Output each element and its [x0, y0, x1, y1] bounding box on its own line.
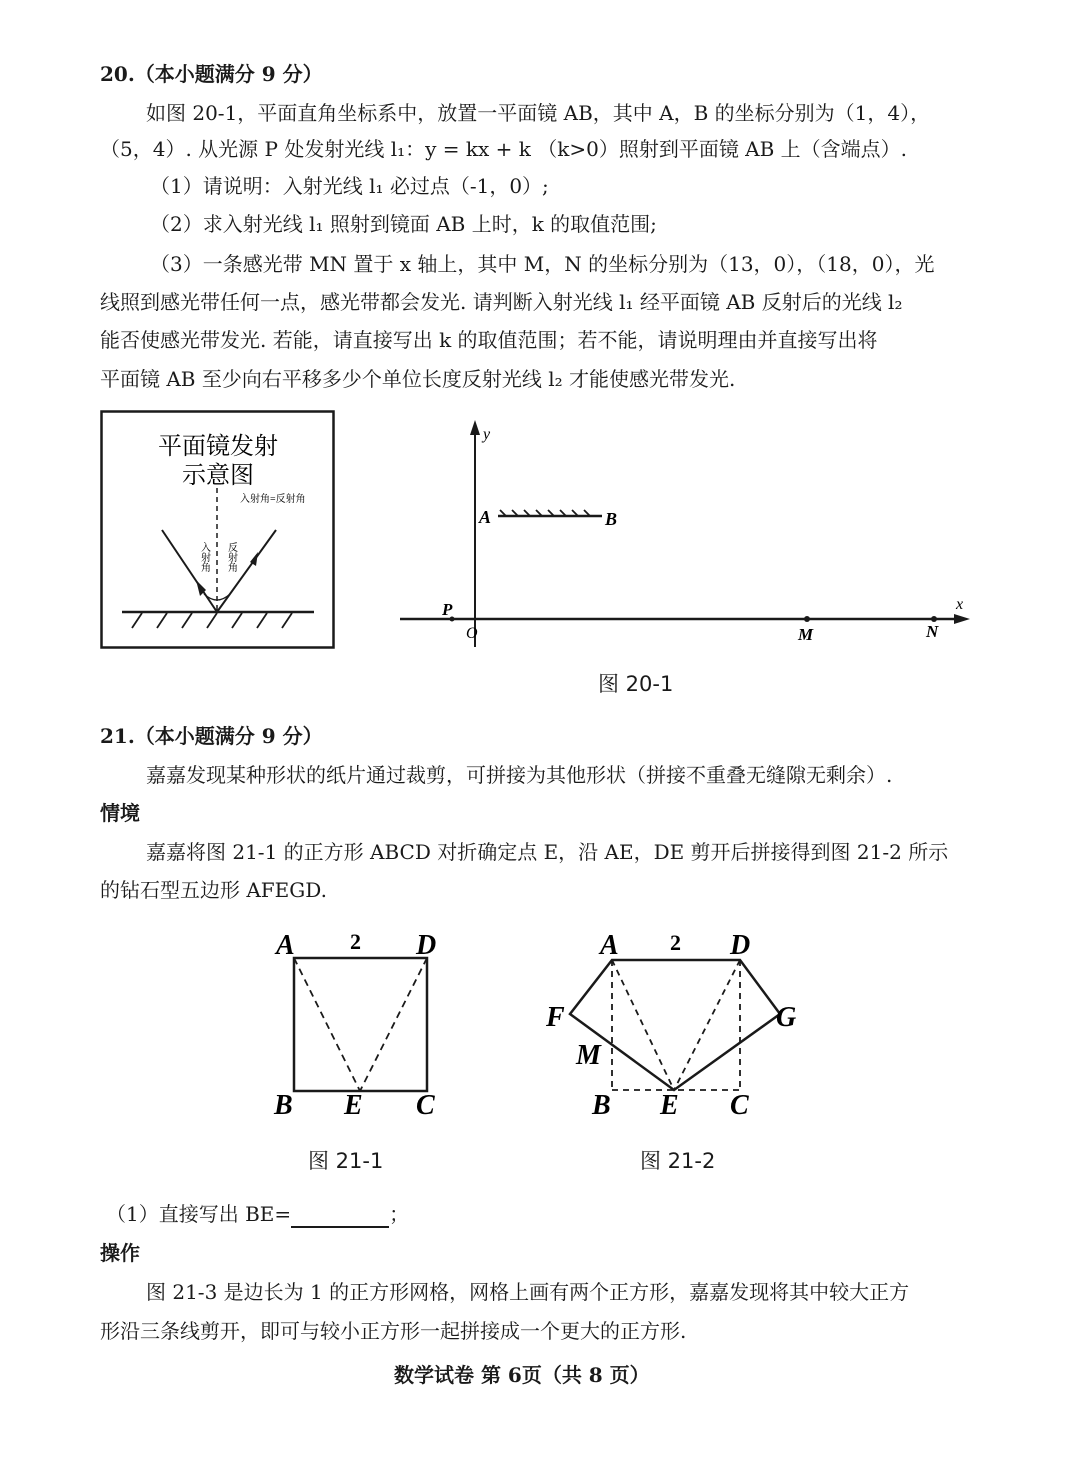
- fig1-C: C: [416, 1090, 435, 1121]
- figure-21-2-pentagon: [540, 922, 820, 1122]
- point-M: [804, 616, 810, 622]
- q21-situation-heading: 情境: [100, 801, 140, 825]
- fig2-E: E: [660, 1090, 679, 1121]
- mirror-reflection-diagram: [100, 410, 336, 650]
- answer-blank-BE[interactable]: [291, 1206, 389, 1228]
- q21-part1: [106, 1200, 409, 1228]
- fig2-B: B: [592, 1090, 611, 1121]
- fig1-B: B: [274, 1090, 293, 1121]
- mirror-title-line1: 平面镜发射: [158, 434, 278, 460]
- q20-part3-line3: 能否使感光带发光. 若能，请直接写出 k 的取值范围；若不能，请说明理由并直接写出将: [100, 328, 878, 352]
- q21-situation-line2: 的钻石型五边形 AFEGD.: [100, 878, 327, 902]
- mirror-hatching: [132, 613, 292, 628]
- point-B-label: B: [605, 509, 618, 529]
- fig2-A: A: [600, 930, 619, 961]
- q20-part3-line2: 线照到感光带任何一点，感光带都会发光. 请判断入射光线 l₁ 经平面镜 AB 反射后的光线 l₂: [100, 290, 903, 314]
- q20-part3-line1: （3）一条感光带 MN 置于 x 轴上，其中 M，N 的坐标分别为（13，0），（18，0），光: [150, 252, 935, 276]
- square-ABCD: [294, 958, 427, 1091]
- q21-part1-prefix: （1）直接写出 BE=: [106, 1202, 292, 1226]
- figure-20-1-caption: 图 20-1: [598, 672, 674, 696]
- figure-21-1-square: [268, 922, 458, 1122]
- q20-intro-line2: （5，4）. 从光源 P 处发射光线 l₁：y = kx + k （k>0）照射到平面镜 AB 上（含端点）.: [100, 137, 908, 161]
- origin-label: O: [466, 625, 478, 642]
- cut-line-AE: [294, 958, 360, 1091]
- fig2-C: C: [730, 1090, 749, 1121]
- q21-situation-line1: 嘉嘉将图 21-1 的正方形 ABCD 对折确定点 E，沿 AE，DE 剪开后拼接得到图 21-2 所示: [146, 840, 949, 864]
- fig1-side-length: 2: [350, 929, 361, 954]
- q20-part2: （2）求入射光线 l₁ 照射到镜面 AB 上时，k 的取值范围;: [150, 212, 657, 236]
- q21-title: 21.（本小题满分 9 分）: [100, 724, 323, 748]
- page-footer: 数学试卷 第 6页（共 8 页）: [394, 1363, 650, 1387]
- figure-21-1-caption: 图 21-1: [308, 1149, 384, 1173]
- point-M-label: M: [798, 625, 814, 644]
- figure-21-2-caption: 图 21-2: [640, 1149, 716, 1173]
- x-axis-arrow-icon: [954, 614, 970, 624]
- x-axis-label: x: [956, 596, 964, 613]
- q21-intro: 嘉嘉发现某种形状的纸片通过裁剪，可拼接为其他形状（拼接不重叠无缝隙无剩余）.: [146, 763, 893, 787]
- q20-title: 20.（本小题满分 9 分）: [100, 62, 323, 86]
- fig2-M: M: [576, 1040, 601, 1071]
- fig1-E: E: [344, 1090, 363, 1121]
- q20-part3-line4: 平面镜 AB 至少向右平移多少个单位长度反射光线 l₂ 才能使感光带发光.: [100, 367, 736, 391]
- fig2-G: G: [776, 1002, 797, 1033]
- y-axis-arrow-icon: [470, 420, 480, 435]
- q21-part1-suffix: ；: [389, 1202, 410, 1226]
- pentagon-AFEGD: [570, 960, 780, 1090]
- cut-line-DE: [360, 958, 427, 1091]
- mirror-title-line2: 示意图: [182, 463, 254, 489]
- fig2-D: D: [730, 930, 751, 961]
- q21-operation-line1: 图 21-3 是边长为 1 的正方形网格，网格上画有两个正方形，嘉嘉发现将其中较大正方: [146, 1280, 910, 1304]
- point-P-label: P: [442, 600, 453, 619]
- point-A-label: A: [479, 507, 492, 527]
- incident-label-1: 入射角: [198, 542, 210, 572]
- fig1-A: A: [276, 930, 295, 961]
- q21-operation-heading: 操作: [100, 1241, 140, 1265]
- fig2-F: F: [546, 1002, 565, 1033]
- q20-part1: （1）请说明：入射光线 l₁ 必过点（-1，0）;: [150, 174, 549, 198]
- reflect-label-1: 反射角: [225, 542, 237, 572]
- q21-operation-line2: 形沿三条线剪开，即可与较小正方形一起拼接成一个更大的正方形.: [100, 1319, 687, 1343]
- fig1-D: D: [416, 930, 437, 961]
- coordinate-plane-figure: [390, 415, 980, 655]
- angle-note: 入射角=反射角: [240, 494, 306, 505]
- y-axis-label: y: [483, 426, 491, 443]
- point-N-label: N: [926, 622, 939, 641]
- q20-intro-line1: 如图 20-1，平面直角坐标系中，放置一平面镜 AB，其中 A，B 的坐标分别为（1，4），: [146, 101, 931, 125]
- fig2-side-length: 2: [670, 930, 681, 955]
